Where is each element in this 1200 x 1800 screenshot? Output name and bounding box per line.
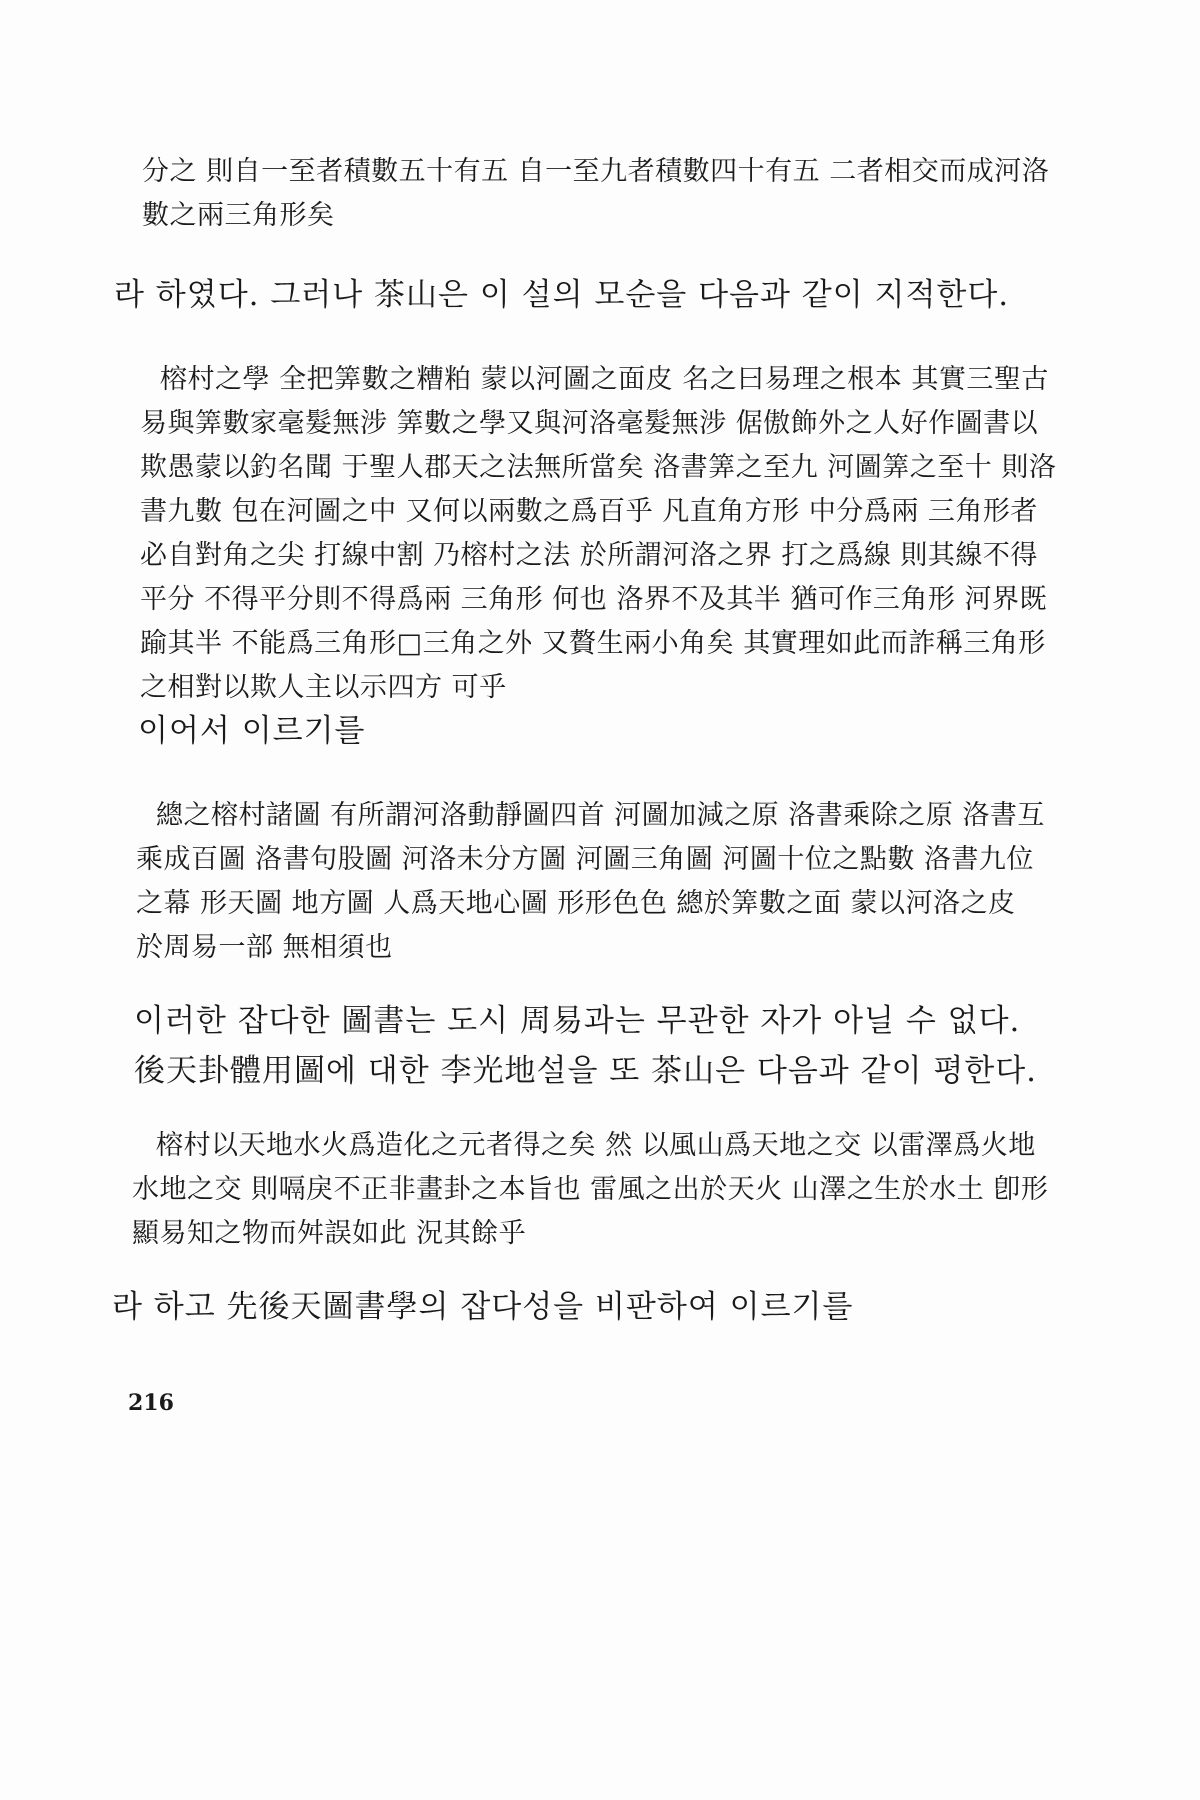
text-line: 乘成百圖 洛書句股圖 河洛未分方圖 河圖三角圖 河圖十位之點數 洛書九位 (136, 844, 1034, 875)
text-line: 之幕 形天圖 地方圖 人爲天地心圖 形形色色 總於筭數之面 蒙以河洛之皮 (136, 888, 1016, 919)
text-line: 書九數 包在河圖之中 又何以兩數之爲百乎 凡直角方形 中分爲兩 三角形者 (140, 496, 1038, 527)
quote-block-1 (142, 150, 1049, 238)
quote-block-3 (136, 794, 1045, 970)
text-line: 라 하고 先後天圖書學의 잡다성을 비판하여 이르기를 (112, 1289, 854, 1325)
text-line: 水地之交 則嗝戾不正非畫卦之本旨也 雷風之出於天火 山澤之生於水土 卽形 (132, 1174, 1049, 1205)
quote-block-2 (140, 358, 1056, 710)
text-line: 踰其半 不能爲三角形□三角之外 又贅生兩小角矣 其實理如此而詐稱三角形 (140, 628, 1046, 659)
text-line: 數之兩三角形矣 (142, 200, 335, 231)
text-line: 易與筭數家毫髮無涉 筭數之學又與河洛毫髮無涉 倨傲飾外之人好作圖書以 (140, 408, 1039, 439)
text-line: 之相對以欺人主以示四方 可乎 (140, 672, 507, 703)
text-line: 欺愚蒙以釣名聞 于聖人郡天之法無所當矣 洛書筭之至九 河圖筭之至十 則洛 (140, 452, 1057, 483)
body-paragraph-2 (138, 706, 365, 756)
text-line: 必自對角之尖 打線中割 乃榕村之法 於所謂河洛之界 打之爲線 則其線不得 (140, 540, 1038, 571)
text-line: 顯易知之物而舛誤如此 況其餘乎 (132, 1218, 527, 1249)
body-paragraph-4 (112, 1282, 853, 1332)
body-paragraph-1 (114, 270, 1009, 320)
text-line: 榕村之學 全把筭數之糟粕 蒙以河圖之面皮 名之曰易理之根本 其實三聖古 (160, 364, 1049, 395)
quote-block-4 (132, 1124, 1048, 1256)
text-line: 總之榕村諸圖 有所謂河洛動靜圖四首 河圖加減之原 洛書乘除之原 洛書互 (156, 800, 1045, 831)
text-line: 後天卦體用圖에 대한 李光地설을 또 茶山은 다음과 같이 평한다. (134, 1053, 1038, 1089)
text-line: 이러한 잡다한 圖書는 도시 周易과는 무관한 자가 아닐 수 없다. (134, 1003, 1021, 1039)
text-line: 平分 不得平分則不得爲兩 三角形 何也 洛界不及其半 猶可作三角形 河界既 (140, 584, 1047, 615)
text-line: 이어서 이르기를 (138, 713, 366, 749)
text-line: 라 하였다. 그러나 茶山은 이 설의 모순을 다음과 같이 지적한다. (114, 277, 1010, 313)
body-paragraph-3 (134, 996, 1037, 1096)
text-line: 於周易一部 無相須也 (136, 932, 393, 963)
page-number: 216 (128, 1390, 174, 1416)
text-line: 分之 則自一至者積數五十有五 自一至九者積數四十有五 二者相交而成河洛 (142, 156, 1050, 187)
text-line: 榕村以天地水火爲造化之元者得之矣 然 以風山爲天地之交 以雷澤爲火地 (156, 1130, 1036, 1161)
